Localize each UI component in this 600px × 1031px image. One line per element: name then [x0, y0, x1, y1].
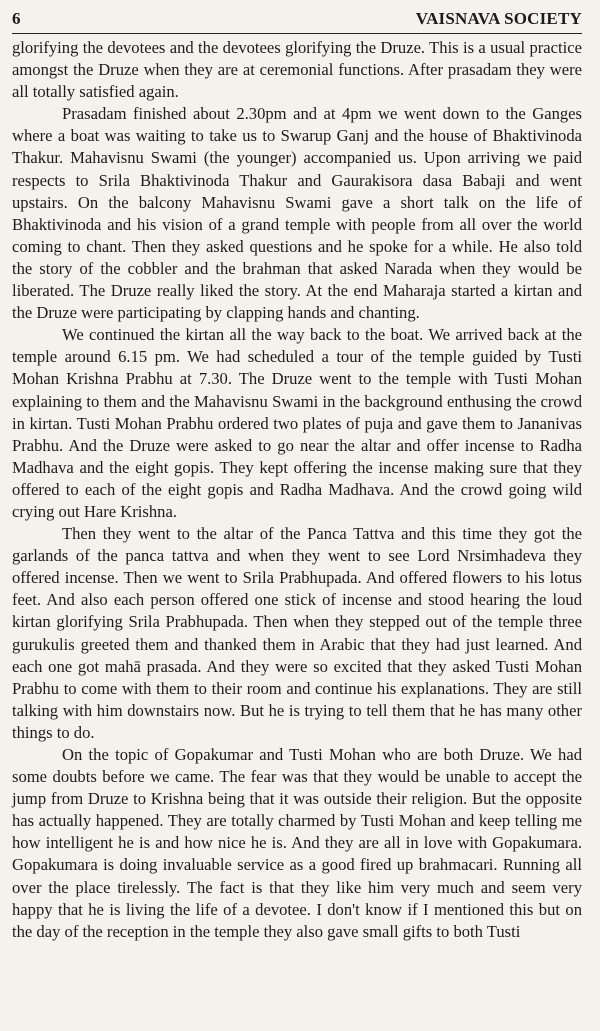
paragraph-continued: glorifying the devotees and the devotees glorifying the Druze. This is a usual practice amongst the Druze when they are at ceremonial functions. After prasadam they were all totally satisfied again. — [12, 38, 582, 102]
running-head — [12, 9, 582, 33]
paragraph: On the topic of Gopakumar and Tusti Mohan who are both Druze. We had some doubts before we came. The fear was that they would be unable to accept the jump from Druze to Krishna being that it was outside their religion. But the opposite has actually happened. They are totally charmed by Tusti Mohan and keep telling me how intelligent he is and how nice he is. And they are all in love with Gopakumara. Gopakumara is doing invaluable service as a good fired up brahmacari. Running all over the place tirelessly. The fact is that they like him very much and seem very happy that he is living the life of a devotee. I don't know if I mentioned this but on the day of the reception in the temple they also gave small gifts to both Tusti — [12, 745, 582, 941]
paragraph: We continued the kirtan all the way back to the boat. We arrived back at the temple around 6.15 pm. We had scheduled a tour of the temple guided by Tusti Mohan Krishna Prabhu at 7.30. The Druze went to the temple with Tusti Mohan explaining to them and the Mahavisnu Swami in the background enthusing the crowd in kirtan. Tusti Mohan Prabhu ordered two plates of puja and gave them to Jananivas Prabhu. And the Druze were asked to go near the altar and offer incense to Radha Madhava and the eight gopis. They kept offering the incense making sure that they offered to each of the eight gopis and Radha Madhava. And the crowd going wild crying out Hare Krishna. — [12, 325, 582, 521]
body-text — [12, 37, 582, 943]
page-number: 6 — [12, 9, 21, 28]
paragraph: Prasadam finished about 2.30pm and at 4pm we went down to the Ganges where a boat was waiting to take us to Swarup Ganj and the house of Bhaktivinoda Thakur. Mahavisnu Swami (the younger) accompanied us. Upon arriving we paid respects to Srila Bhaktivinoda Thakur and Gaurakisora dasa Babaji and went upstairs. On the balcony Mahavisnu Swami gave a short talk on the life of Bhaktivinoda and his vision of a grand temple with people from all over the world coming to chant. Then they asked questions and he spoke for a while. He also told the story of the cobbler and the brahman that asked Narada when they would be liberated. The Druze really liked the story. At the end Maharaja started a kirtan and the Druze were participating by clapping hands and chanting. — [12, 104, 582, 323]
running-title: VAISNAVA SOCIETY — [415, 9, 582, 28]
header-rule — [12, 33, 582, 34]
paragraph: Then they went to the altar of the Panca Tattva and this time they got the garlands of the panca tattva and when they went to see Lord Nrsimhadeva they offered incense. Then we went to Srila Prabhupada. And offered flowers to his lotus feet. And also each person offered one stick of incense and stood hearing the loud kirtan glorifying Srila Prabhupada. Then when they stepped out of the temple three gurukulis greeted them and thanked them in Arabic that they had just learned. And each one got mahā prasada. And they were so excited that they asked Tusti Mohan Prabhu to come with them to their room and continue his explanations. They are still talking with him downstairs now. But he is trying to tell them that he has many other things to do. — [12, 524, 582, 742]
